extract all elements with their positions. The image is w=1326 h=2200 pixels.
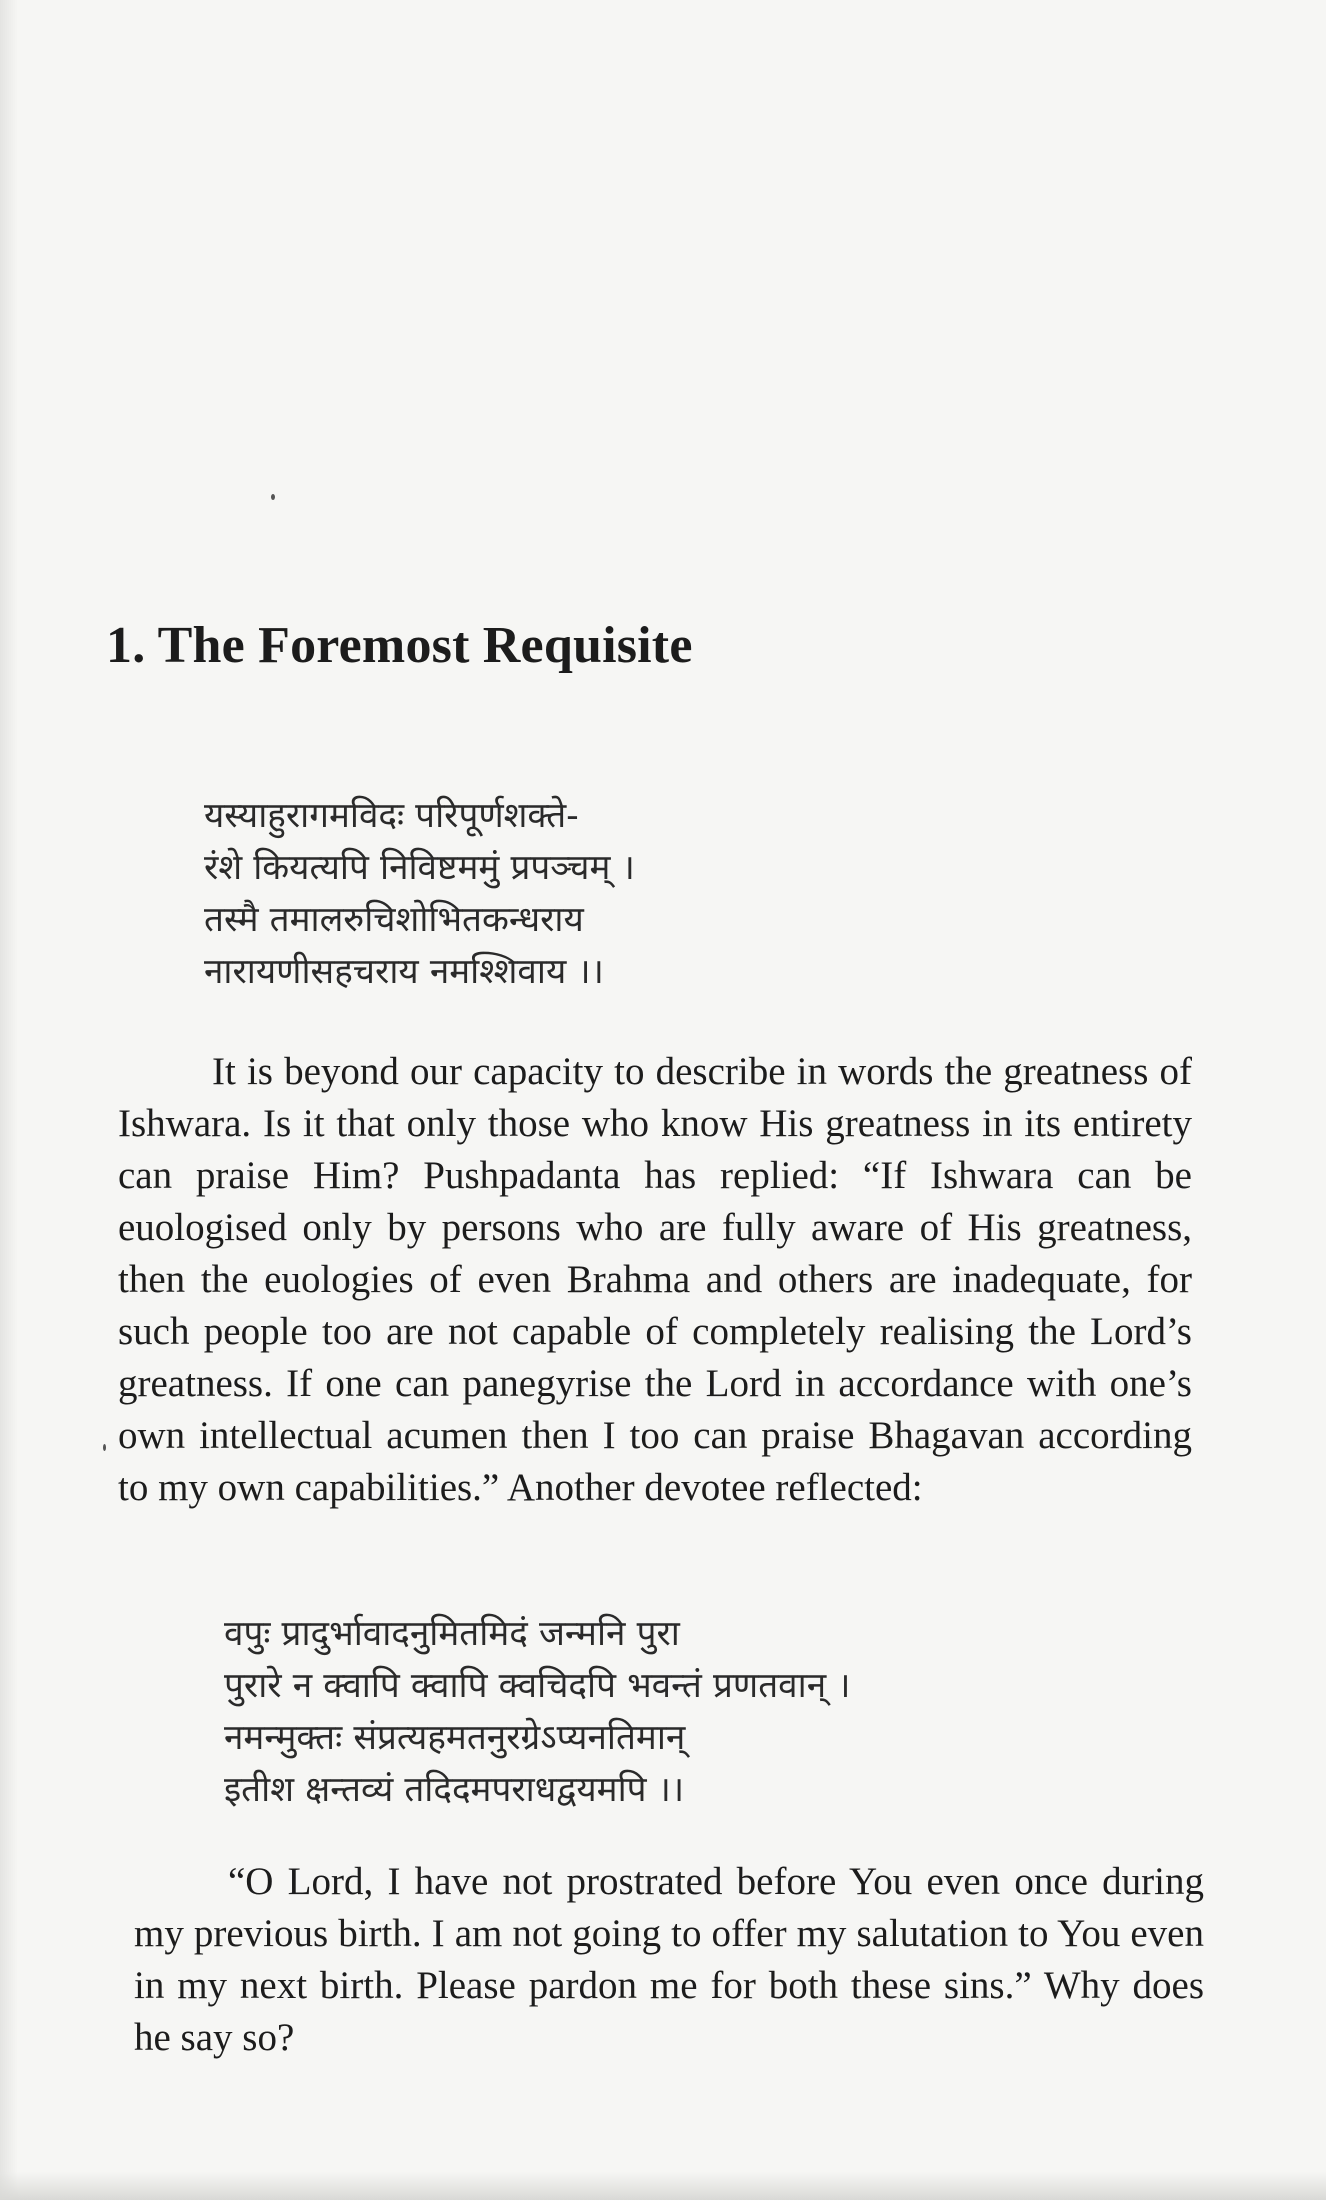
chapter-title: 1. The Foremost Requisite [106,617,693,674]
paper-speck [103,1444,106,1451]
paper-speck [271,494,275,500]
verse-line: तस्मै तमालरुचिशोभितकन्धराय [204,900,584,940]
sanskrit-verse-2 [224,1608,851,1816]
verse-line: नमन्मुक्तः संप्रत्यहमतनुरग्रेऽप्यनतिमान् [224,1718,686,1758]
page-edge-shadow-bottom [0,2172,1326,2200]
verse-line: वपुः प्रादुर्भावादनुमितमिदं जन्मनि पुरा [224,1614,680,1654]
verse-line: इतीश क्षन्तव्यं तदिदमपराधद्वयमपि ।। [224,1770,685,1810]
sanskrit-verse-1 [204,790,635,998]
verse-line: नारायणीसहचराय नमश्शिवाय ।। [204,952,604,992]
verse-line: पुरारे न क्वापि क्वापि क्वचिदपि भवन्तं प्रणतवान् । [224,1666,851,1706]
page-edge-shadow-left [0,0,18,2200]
verse-line: यस्याहुरागमविदः परिपूर्णशक्ते- [204,796,579,836]
body-paragraph-2: “O Lord, I have not prostrated before You even once during my previous birth. I am not going to offer my salutation to You even in my next birth. Please pardon me for both these sins.” Why does he say so? [134,1860,1204,2059]
verse-line: रंशे कियत्यपि निविष्टममुं प्रपञ्चम् । [204,848,635,888]
body-paragraph-1: It is beyond our capacity to describe in words the greatness of Ishwara. Is it that only those who know His greatness in its entirety can praise Him? Pushpadanta has replied: “If Ishwara can be euologised only by persons who are fully aware of His greatness, then the euologies of even Brahma and others are inadequate, for such people too are not capable of completely realising the Lord’s greatness. If one can panegyrise the Lord in accordance with one’s own intellectual acumen then I too can praise Bhagavan according to my own capabilities.” Another devotee reflected: [118,1050,1192,1509]
